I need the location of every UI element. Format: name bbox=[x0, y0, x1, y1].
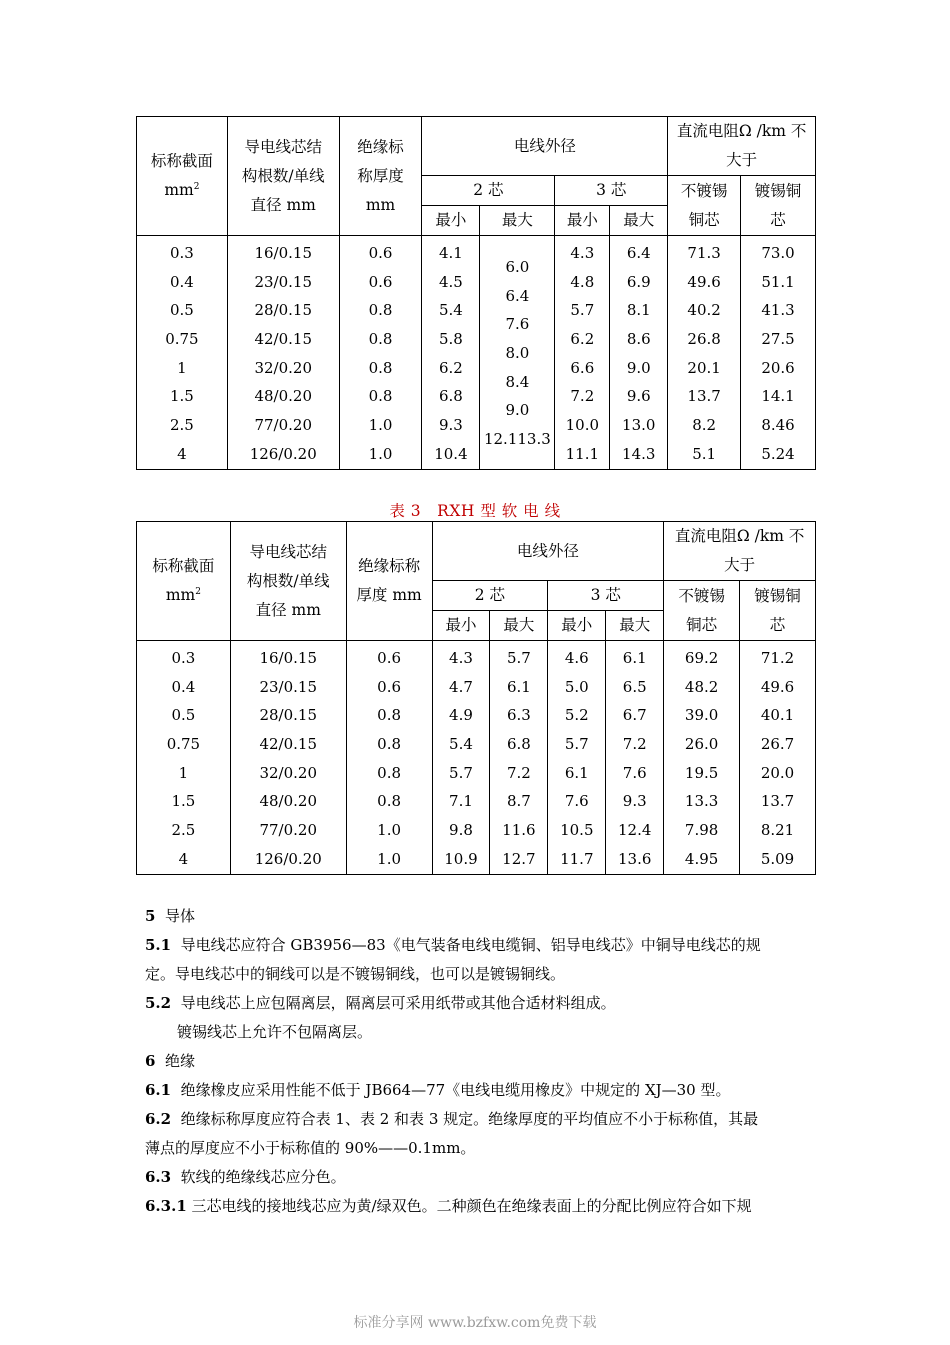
table-3-title: 表 3 RXH 型 软 电 线 bbox=[389, 502, 561, 520]
column-area: 0.3 0.4 0.5 0.75 1 1.5 2.5 4 bbox=[137, 236, 228, 470]
header-resistance: 直流电阻Ω /km 不 大于 bbox=[668, 117, 816, 176]
section-6-3-1: 6.3.1 三芯电线的接地线芯应为黄/绿双色。二种颜色在绝缘表面上的分配比例应符合如下规 bbox=[145, 1197, 752, 1215]
header-plain-copper: 不镀锡 铜芯 bbox=[668, 176, 741, 236]
column-two-min: 4.1 4.5 5.4 5.8 6.2 6.8 9.3 10.4 bbox=[422, 236, 480, 470]
column-three-max: 6.4 6.9 8.1 8.6 9.0 9.6 13.0 14.3 bbox=[610, 236, 668, 470]
section-6-2: 6.2 绝缘标称厚度应符合表 1、表 2 和表 3 规定。绝缘厚度的平均值应不小于标称值，其最 bbox=[145, 1110, 759, 1128]
header-area: 标称截面 $mm^2$ bbox=[137, 117, 228, 236]
column-two-min: 4.3 4.7 4.9 5.4 5.7 7.1 9.8 10.9 bbox=[432, 641, 490, 875]
section-6-2-cont: 薄点的厚度应不小于标称值的 90%——0.1mm。 bbox=[145, 1139, 476, 1157]
header-two-min: 最小 bbox=[432, 611, 490, 641]
column-three-max: 6.1 6.5 6.7 7.2 7.6 9.3 12.4 13.6 bbox=[606, 641, 664, 875]
column-area: 0.3 0.4 0.5 0.75 1 1.5 2.5 4 bbox=[137, 641, 231, 875]
header-outer-diameter: 电线外径 bbox=[432, 522, 664, 581]
section-6-heading: 6 绝缘 bbox=[145, 1052, 195, 1070]
header-structure: 导电线芯结 构根数/单线 直径 mm bbox=[230, 522, 346, 641]
header-resistance: 直流电阻Ω /km 不 大于 bbox=[664, 522, 816, 581]
header-insulation: 绝缘标称 厚度 mm bbox=[346, 522, 432, 641]
section-5-2: 5.2 导电线芯上应包隔离层，隔离层可采用纸带或其他合适材料组成。 bbox=[145, 994, 616, 1012]
footer-watermark: 标准分享网 www.bzfxw.com免费下载 bbox=[353, 1315, 597, 1331]
header-structure: 导电线芯结 构根数/单线 直径 mm bbox=[227, 117, 339, 236]
header-two-max: 最大 bbox=[490, 611, 548, 641]
column-three-min: 4.3 4.8 5.7 6.2 6.6 7.2 10.0 11.1 bbox=[555, 236, 610, 470]
header-tinned-copper: 镀锡铜 芯 bbox=[741, 176, 816, 236]
table-3 bbox=[136, 521, 816, 875]
header-three-core: 3 芯 bbox=[555, 176, 668, 206]
header-two-min: 最小 bbox=[422, 206, 480, 236]
table-2 bbox=[136, 116, 816, 470]
header-three-min: 最小 bbox=[555, 206, 610, 236]
column-two-max: 6.0 6.4 7.6 8.0 8.4 9.0 12.113.3 bbox=[480, 236, 555, 470]
column-insulation: 0.6 0.6 0.8 0.8 0.8 0.8 1.0 1.0 bbox=[346, 641, 432, 875]
column-structure: 16/0.15 23/0.15 28/0.15 42/0.15 32/0.20 48/0.20 77/0.20 126/0.20 bbox=[227, 236, 339, 470]
column-tinned-copper: 73.0 51.1 41.3 27.5 20.6 14.1 8.46 5.24 bbox=[741, 236, 816, 470]
section-5-heading: 5 导体 bbox=[145, 907, 195, 925]
section-5-1: 5.1 导电线芯应符合 GB3956—83《电气装备电线电缆铜、铝导电线芯》中铜导电线芯的规 bbox=[145, 936, 761, 954]
header-tinned-copper: 镀锡铜 芯 bbox=[740, 581, 816, 641]
column-two-max: 5.7 6.1 6.3 6.8 7.2 8.7 11.6 12.7 bbox=[490, 641, 548, 875]
section-6-3: 6.3 软线的绝缘线芯应分色。 bbox=[145, 1168, 346, 1186]
column-plain-copper: 69.2 48.2 39.0 26.0 19.5 13.3 7.98 4.95 bbox=[664, 641, 740, 875]
header-plain-copper: 不镀锡 铜芯 bbox=[664, 581, 740, 641]
section-5-1-cont: 定。导电线芯中的铜线可以是不镀锡铜线，也可以是镀锡铜线。 bbox=[145, 965, 566, 983]
column-plain-copper: 71.3 49.6 40.2 26.8 20.1 13.7 8.2 5.1 bbox=[668, 236, 741, 470]
header-three-max: 最大 bbox=[610, 206, 668, 236]
section-5-2-cont: 镀锡线芯上允许不包隔离层。 bbox=[177, 1023, 373, 1041]
section-6-1: 6.1 绝缘橡皮应采用性能不低于 JB664—77《电线电缆用橡皮》中规定的 XJ—30 型。 bbox=[145, 1081, 731, 1099]
column-three-min: 4.6 5.0 5.2 5.7 6.1 7.6 10.5 11.7 bbox=[548, 641, 606, 875]
header-two-max: 最大 bbox=[480, 206, 555, 236]
header-two-core: 2 芯 bbox=[422, 176, 555, 206]
header-three-min: 最小 bbox=[548, 611, 606, 641]
header-outer-diameter: 电线外径 bbox=[422, 117, 668, 176]
column-structure: 16/0.15 23/0.15 28/0.15 42/0.15 32/0.20 48/0.20 77/0.20 126/0.20 bbox=[230, 641, 346, 875]
header-insulation: 绝缘标 称厚度 mm bbox=[339, 117, 422, 236]
header-three-max: 最大 bbox=[606, 611, 664, 641]
header-two-core: 2 芯 bbox=[432, 581, 548, 611]
column-tinned-copper: 71.2 49.6 40.1 26.7 20.0 13.7 8.21 5.09 bbox=[740, 641, 816, 875]
column-insulation: 0.6 0.6 0.8 0.8 0.8 0.8 1.0 1.0 bbox=[339, 236, 422, 470]
header-three-core: 3 芯 bbox=[548, 581, 664, 611]
header-area: 标称截面 $mm^2$ bbox=[137, 522, 231, 641]
